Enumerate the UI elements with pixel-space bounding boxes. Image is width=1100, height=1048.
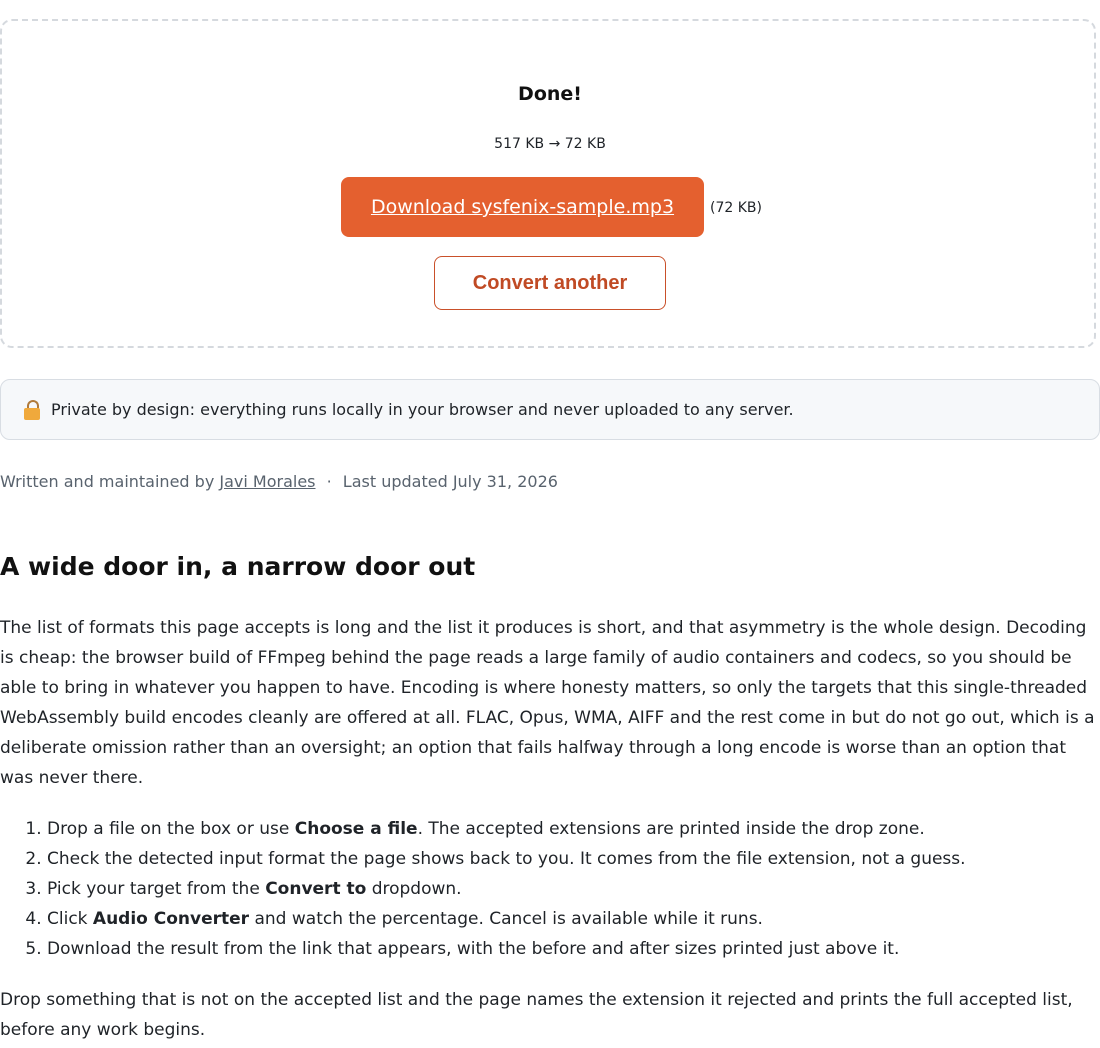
step-text: Download the result from the link that appears, with the before and after sizes printed just above it. [47, 939, 900, 959]
last-updated: Last updated July 31, 2026 [342, 472, 558, 491]
download-button[interactable]: Download sysfenix-sample.mp3 [341, 177, 704, 237]
list-item [47, 934, 1097, 964]
closing-paragraph: Drop something that is not on the accepted list and the page names the extension it rejected and prints the full accepted list, before any work begins. [0, 990, 1073, 1040]
byline-separator: · [326, 472, 332, 491]
step-emphasis: Convert to [265, 879, 367, 899]
privacy-text: Private by design: everything runs locally in your browser and never uploaded to any server. [51, 400, 794, 419]
step-emphasis: Choose a file [294, 819, 418, 839]
byline [0, 472, 558, 491]
step-text: Drop a file on the box or use [47, 819, 295, 839]
convert-another-button[interactable]: Convert another [434, 256, 666, 310]
privacy-notice [0, 379, 1100, 440]
download-size: (72 KB) [710, 200, 762, 216]
step-text: . The accepted extensions are printed inside the drop zone. [417, 819, 925, 839]
done-title: Done! [518, 83, 582, 105]
step-text: Pick your target from the [47, 879, 266, 899]
step-text: Click [47, 909, 93, 929]
list-item [47, 814, 1097, 844]
list-item [47, 844, 1097, 874]
list-item [47, 904, 1097, 934]
steps-list [0, 814, 1097, 964]
intro-paragraph: The list of formats this page accepts is long and the list it produces is short, and that asymmetry is the whole design. Decoding is cheap: the browser build of FFmpeg behind the page reads a large family of audio containers and codecs, so you should be able to bring in whatever you happen to have. Encoding is where honesty matters, so only the targets that this single-threaded WebAssembly build encodes cleanly are offered at all. FLAC, Opus, WMA, AIFF and the rest come in but do not go out, which is a deliberate omission rather than an oversight; an option that fails halfway through a long encode is worse than an option that was never there. [0, 618, 1095, 788]
size-comparison: 517 KB → 72 KB [494, 136, 606, 152]
author-link[interactable]: Javi Morales [219, 472, 316, 491]
byline-prefix: Written and maintained by [0, 472, 215, 491]
section-heading: A wide door in, a narrow door out [0, 552, 476, 581]
step-text: and watch the percentage. Cancel is available while it runs. [249, 909, 763, 929]
step-text: dropdown. [366, 879, 462, 899]
step-emphasis: Audio Converter [92, 909, 250, 929]
step-text: Check the detected input format the page shows back to you. It comes from the file extension, not a guess. [47, 849, 966, 869]
lock-icon [23, 400, 41, 420]
list-item [47, 874, 1097, 904]
